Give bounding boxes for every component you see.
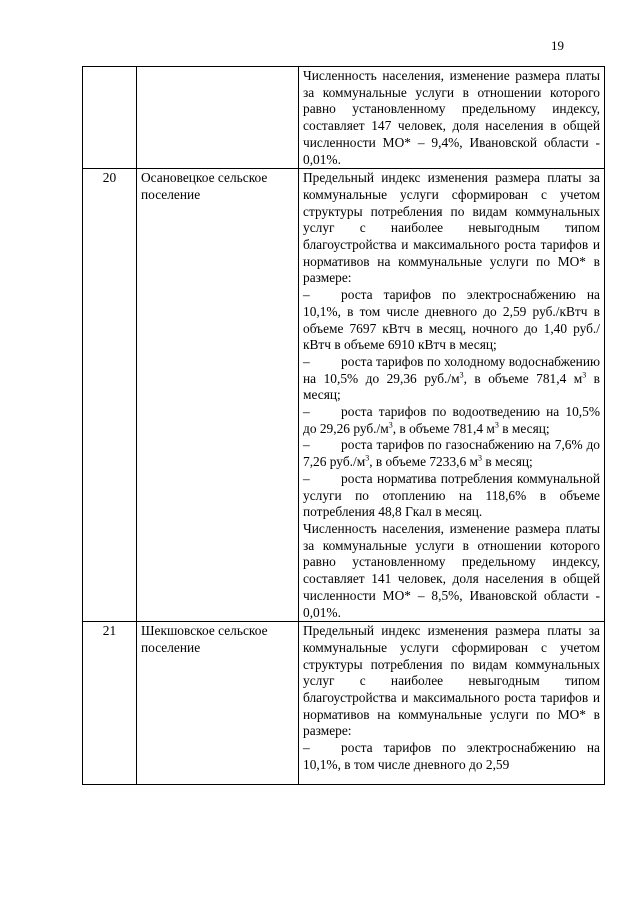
item-text: , в объеме 7233,6 м	[369, 454, 479, 470]
item-text: в месяц;	[482, 454, 533, 470]
row-description	[299, 67, 605, 169]
table-row	[83, 169, 605, 622]
item-text: роста тарифов по электроснабжению на 10,1%, в том числе дневного до 2,59	[303, 740, 600, 772]
page-number: 19	[551, 38, 564, 53]
list-item	[303, 287, 600, 354]
intro-paragraph: Предельный индекс изменения размера платы за коммунальные услуги сформирован с учетом структуры потребления по видам коммунальных услуг с наиболее невыгодным типом благоустройства и максимального роста тарифов и нормативов на коммунальные услуги по МО* в размере:	[303, 623, 600, 739]
settlement-name: Шекшовское сельское поселение	[137, 622, 299, 784]
population-paragraph: Численность населения, изменение размера платы за коммунальные услуги в отношении которого равно установленному предельному индексу, составляет 141 человек, доля населения в общей численности МО* – 8,5%, Ивановской области - 0,01%.	[303, 520, 600, 620]
item-text: , в объеме 781,4 м	[463, 370, 583, 386]
row-number: 21	[83, 622, 137, 784]
superscript: 3	[478, 453, 483, 463]
item-text: роста норматива потребления коммунальной услуги по отоплению на 118,6% в объеме потребления 48,8 Гкал в месяц.	[303, 470, 600, 520]
dash-marker: –	[303, 470, 310, 486]
item-text: роста тарифов по холодному водоснабжению на 10,5% до 29,36 руб./м	[303, 353, 600, 386]
list-item	[303, 437, 600, 470]
row-number	[83, 67, 137, 169]
item-text: , в объеме 781,4 м	[392, 420, 495, 436]
list-item	[303, 740, 600, 773]
table-row	[83, 67, 605, 169]
dash-marker: –	[303, 404, 310, 420]
superscript: 3	[459, 370, 464, 380]
list-item	[303, 404, 600, 437]
settlement-name: Осановецкое сельское поселение	[137, 169, 299, 622]
table-row	[83, 622, 605, 784]
dash-marker: –	[303, 353, 310, 369]
settlement-name	[137, 67, 299, 169]
row-description	[299, 169, 605, 622]
item-text: роста тарифов по электроснабжению на 10,1%, в том числе дневного до 2,59 руб./кВтч в объеме 7697 кВтч в месяц, ночного до 1,40 руб./кВтч в объеме 6910 кВтч в месяц;	[303, 287, 600, 353]
dash-marker: –	[303, 740, 310, 756]
page-cut	[303, 774, 600, 784]
superscript: 3	[365, 453, 370, 463]
item-text: роста тарифов по водоотведению на 10,5% до 29,26 руб./м	[303, 404, 600, 436]
dash-marker: –	[303, 287, 310, 303]
superscript: 3	[388, 420, 393, 430]
list-item	[303, 471, 600, 521]
item-text: в месяц;	[303, 370, 601, 403]
superscript: 3	[494, 420, 499, 430]
superscript: 3	[582, 370, 587, 380]
row-description	[299, 622, 605, 784]
population-paragraph: Численность населения, изменение размера платы за коммунальные услуги в отношении которого равно установленному предельному индексу, составляет 147 человек, доля населения в общей численности МО* – 9,4%, Ивановской области - 0,01%.	[303, 68, 600, 167]
intro-paragraph: Предельный индекс изменения размера платы за коммунальные услуги сформирован с учетом структуры потребления по видам коммунальных услуг с наиболее невыгодным типом благоустройства и максимального роста тарифов и нормативов на коммунальные услуги по МО* в размере:	[303, 170, 600, 286]
list-item	[303, 354, 600, 404]
item-text: роста тарифов по газоснабжению на 7,6% до 7,26 руб./м	[303, 437, 600, 470]
item-text: в месяц;	[498, 420, 550, 436]
row-number: 20	[83, 169, 137, 622]
dash-marker: –	[303, 437, 310, 453]
tariff-table	[82, 66, 605, 785]
